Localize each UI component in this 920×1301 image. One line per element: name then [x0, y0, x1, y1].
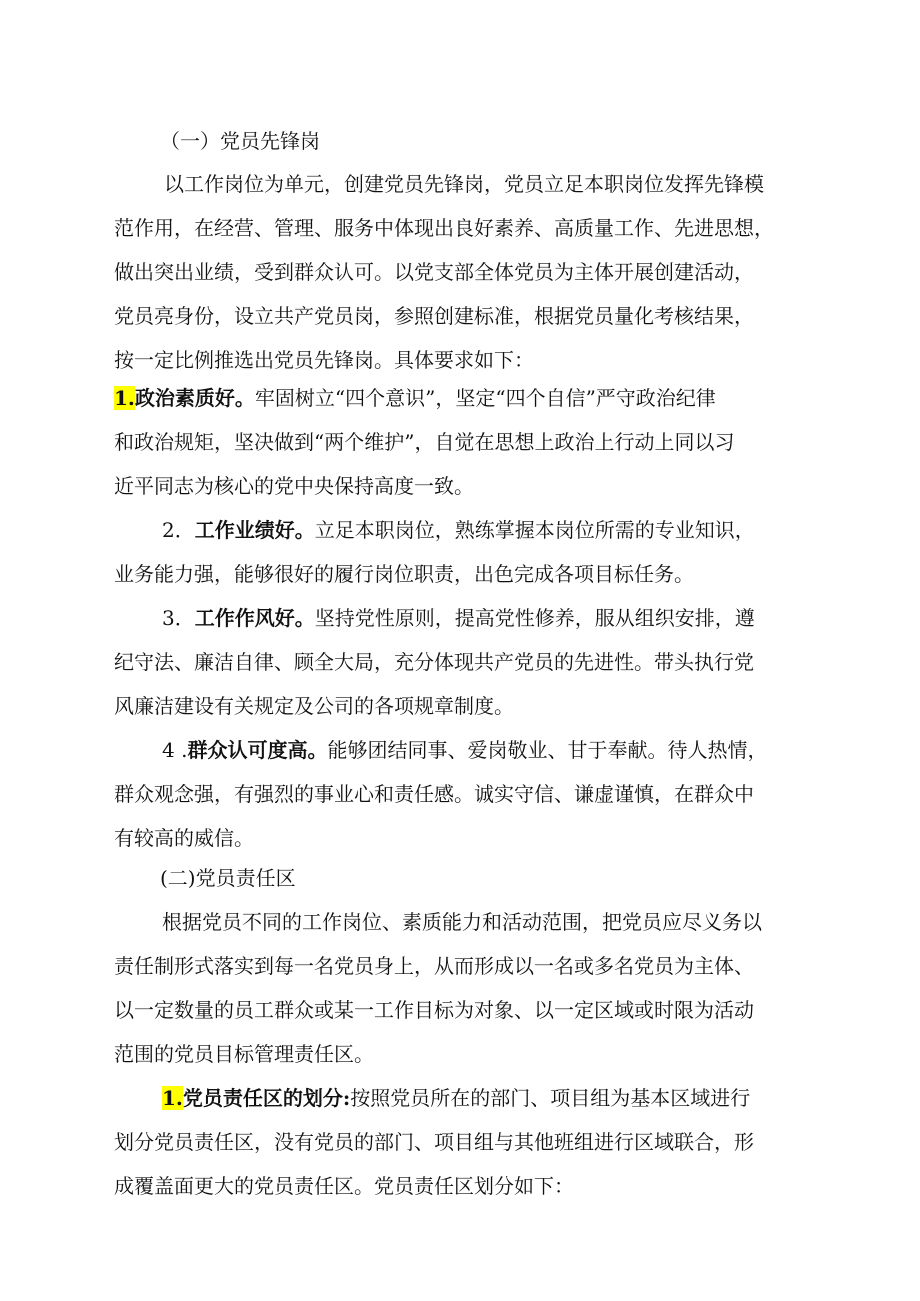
responsibility-item-1 [114, 1076, 804, 1208]
section2-intro-paragraph [114, 900, 804, 1076]
requirement-item-1 [114, 376, 804, 508]
item-text: 能够团结同事、爱岗敬业、甘于奉献。待人热情， [327, 738, 768, 762]
item-title: 政治素质好。 [134, 386, 255, 410]
item-number: 2． [162, 518, 195, 542]
item-text-line: 风廉洁建设有关规定及公司的各项规章制度。 [114, 694, 514, 718]
section2-intro-line: 范围的党员目标管理责任区。 [114, 1042, 374, 1066]
item-title: 工作作风好。 [194, 606, 315, 630]
item-number-highlighted: 1. [114, 386, 135, 410]
item-text-line: 业务能力强，能够很好的履行岗位职责，出色完成各项目标任务。 [114, 562, 694, 586]
requirement-first-line [114, 596, 804, 640]
section1-intro-line: 按一定比例推选出党员先锋岗。具体要求如下： [114, 348, 534, 372]
item-title: 党员责任区的划分: [182, 1086, 351, 1110]
item-text-line: 成覆盖面更大的党员责任区。党员责任区划分如下： [114, 1174, 574, 1198]
section1-intro-line: 范作用，在经营、管理、服务中体现出良好素养、高质量工作、先进思想， [114, 216, 774, 240]
item-text-line: 群众观念强，有强烈的事业心和责任感。诚实守信、谦虚谨慎，在群众中 [114, 782, 754, 806]
section1-intro-paragraph [114, 162, 804, 382]
item-number: 4 . [162, 738, 188, 762]
section1-heading: （一）党员先锋岗 [160, 129, 320, 153]
item-text: 坚持党性原则，提高党性修养，服从组织安排，遵 [314, 606, 755, 630]
section1-intro-line: 以工作岗位为单元，创建党员先锋岗，党员立足本职岗位发挥先锋模 [164, 172, 764, 196]
section2-intro-line: 根据党员不同的工作岗位、素质能力和活动范围，把党员应尽义务以 [162, 910, 762, 934]
section2-intro-line: 责任制形式落实到每一名党员身上，从而形成以一名或多名党员为主体、 [114, 954, 754, 978]
requirement-first-line [114, 508, 804, 552]
section2-intro-line: 以一定数量的员工群众或某一工作目标为对象、以一定区域或时限为活动 [114, 998, 754, 1022]
requirement-item-2 [114, 508, 804, 596]
item-text-line: 和政治规矩，坚决做到“两个维护”，自觉在思想上政治上行动上同以习 [114, 430, 735, 454]
item-text: 牢固树立“四个意识”，坚定“四个自信”严守政治纪律 [254, 386, 716, 410]
item-text-line: 近平同志为核心的党中央保持高度一致。 [114, 474, 474, 498]
item-title: 群众认可度高。 [187, 738, 328, 762]
item-number: 3． [162, 606, 195, 630]
item-number-highlighted: 1. [162, 1086, 183, 1110]
item-text: 立足本职岗位，熟练掌握本岗位所需的专业知识， [314, 518, 755, 542]
item-text-line: 纪守法、廉洁自律、顾全大局，充分体现共产党员的先进性。带头执行党 [114, 650, 754, 674]
section1-intro-line: 做出突出业绩，受到群众认可。以党支部全体党员为主体开展创建活动， [114, 260, 754, 284]
requirement-first-line [114, 1076, 804, 1120]
requirement-item-4 [114, 728, 804, 860]
requirement-item-3 [114, 596, 804, 728]
item-title: 工作业绩好。 [194, 518, 315, 542]
item-text-line: 划分党员责任区，没有党员的部门、项目组与其他班组进行区域联合，形 [114, 1130, 754, 1154]
requirement-first-line [114, 376, 804, 420]
section1-intro-line: 党员亮身份，设立共产党员岗，参照创建标准，根据党员量化考核结果， [114, 304, 754, 328]
requirement-first-line [114, 728, 804, 772]
item-text-line: 有较高的威信。 [114, 826, 254, 850]
section2-heading: (二)党员责任区 [160, 866, 296, 890]
item-text: 按照党员所在的部门、项目组为基本区域进行 [350, 1086, 751, 1110]
